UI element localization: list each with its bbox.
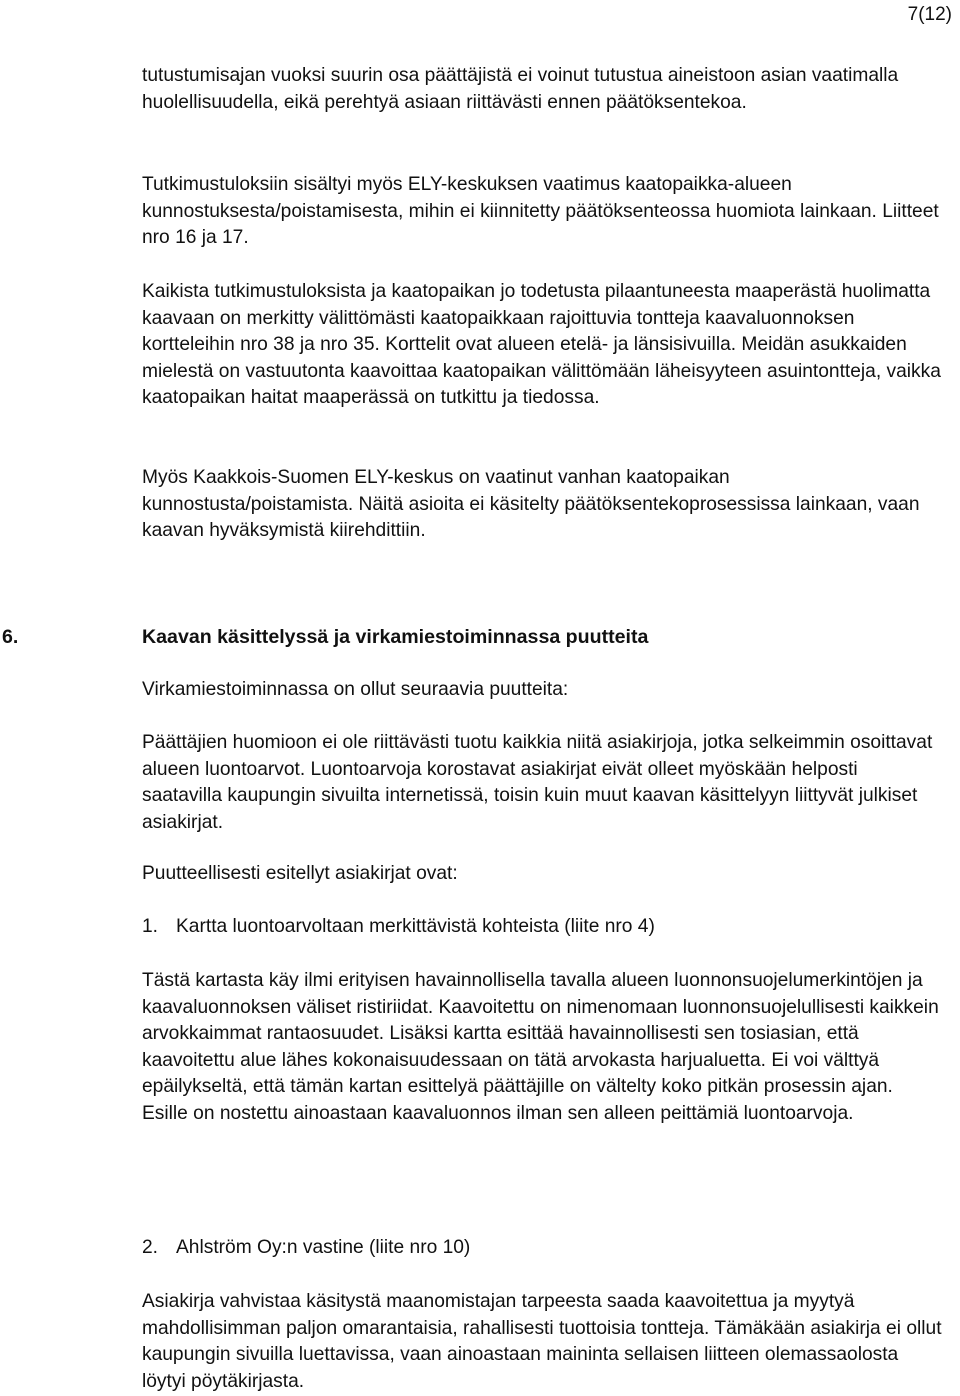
list-item-1-title [142,914,942,941]
page-number: 7(12) [907,4,952,25]
paragraph-decision-makers: Päättäjien huomioon ei ole riittävästi tuotu kaikkia niitä asiakirjoja, jotka selkeimmin osoittavat alueen luontoarvot. Luontoarvoja korostavat asiakirjat eivät olleet myöskään helposti saatavilla kaupungin sivuilta internetissä, toisin kuin muut kaavan käsittelyyn liittyvät julkiset asiakirjat. [142,732,933,833]
paragraph-ely-requirement: Tutkimustuloksiin sisältyi myös ELY-keskuksen vaatimus kaatopaikka-alueen kunnostuksesta/poistamisesta, mihin ei kiinnitetty päätöksenteossa huomiota lainkaan. Liitteet nro 16 ja 17. [142,174,939,248]
paragraph-contaminated-soil: Kaikista tutkimustuloksista ja kaatopaikan jo todetusta pilaantuneesta maaperästä huolimatta kaavaan on merkitty välittömästi kaatopaikkaan rajoittuvia tontteja kaavaluonnoksen kortteleihin nro 38 ja nro 35. Korttelit ovat alueen etelä- ja länsisivuilla. Meidän asukkaiden mielestä on vastuutonta kaavoittaa kaatopaikan välittömään läheisyyteen asuintontteja, vaikka kaatopaikan haitat maaperässä on tutkittu ja tiedossa. [142,281,941,408]
list-item-1-text: Tästä kartasta käy ilmi erityisen havainnollisella tavalla alueen luonnonsuojelumerkintöjen ja kaavaluonnoksen väliset ristiriidat. Kaavoitettu on nimenomaan luonnonsuojelullisesti kaikkein arvokkaimmat rantaosuudet. Lisäksi kartta esittää havainnollisesti sen tosiasian, että kaavoitettu alue lähes kokonaisuudessaan on tätä arvokasta harjualuetta. Ei voi välttyä epäilykseltä, että tämän kartan esittelyä päättäjille on vältelty koko pitkän prosessin ajan. Esille on nostettu ainoastaan kaavaluonnos ilman sen alleen peittämiä luontoarvoja. [142,970,939,1124]
section-number: 6. [2,626,19,648]
section-intro: Virkamiestoiminnassa on ollut seuraavia puutteita: [142,679,569,700]
paragraph-continuation: tutustumisajan vuoksi suurin osa päättäjistä ei voinut tutustua aineistoon asian vaatimalla huolellisuudella, eikä perehtyä asiaan riittävästi ennen päätöksentekoa. [142,65,899,113]
list-item-2-label: Ahlström Oy:n vastine (liite nro 10) [176,1237,471,1258]
list-item-1-number: 1. [142,916,159,937]
list-item-2-number: 2. [142,1237,159,1258]
list-intro: Puutteellisesti esitellyt asiakirjat ovat: [142,863,458,884]
list-item-2-title [142,1235,942,1262]
list-item-2-text: Asiakirja vahvistaa käsitystä maanomistajan tarpeesta saada kaavoitettua ja myytyä mahdollisimman paljon omarantaisia, rahallisesti tuottoisia tontteja. Tämäkään asiakirja ei ollut kaupungin sivuilla luettavissa, vaan ainoastaan maininta sellaisen liitteen olemassaolosta löytyi pöytäkirjasta. [142,1291,942,1392]
list-item-1-label: Kartta luontoarvoltaan merkittävistä kohteista (liite nro 4) [176,916,655,937]
paragraph-ely-demand: Myös Kaakkois-Suomen ELY-keskus on vaatinut vanhan kaatopaikan kunnostusta/poistamista. Näitä asioita ei käsitelty päätöksentekoprosessissa lainkaan, vaan kaavan hyväksymistä kiirehdittiin. [142,467,920,541]
section-heading [2,624,942,650]
section-title: Kaavan käsittelyssä ja virkamiestoiminnassa puutteita [142,626,649,648]
